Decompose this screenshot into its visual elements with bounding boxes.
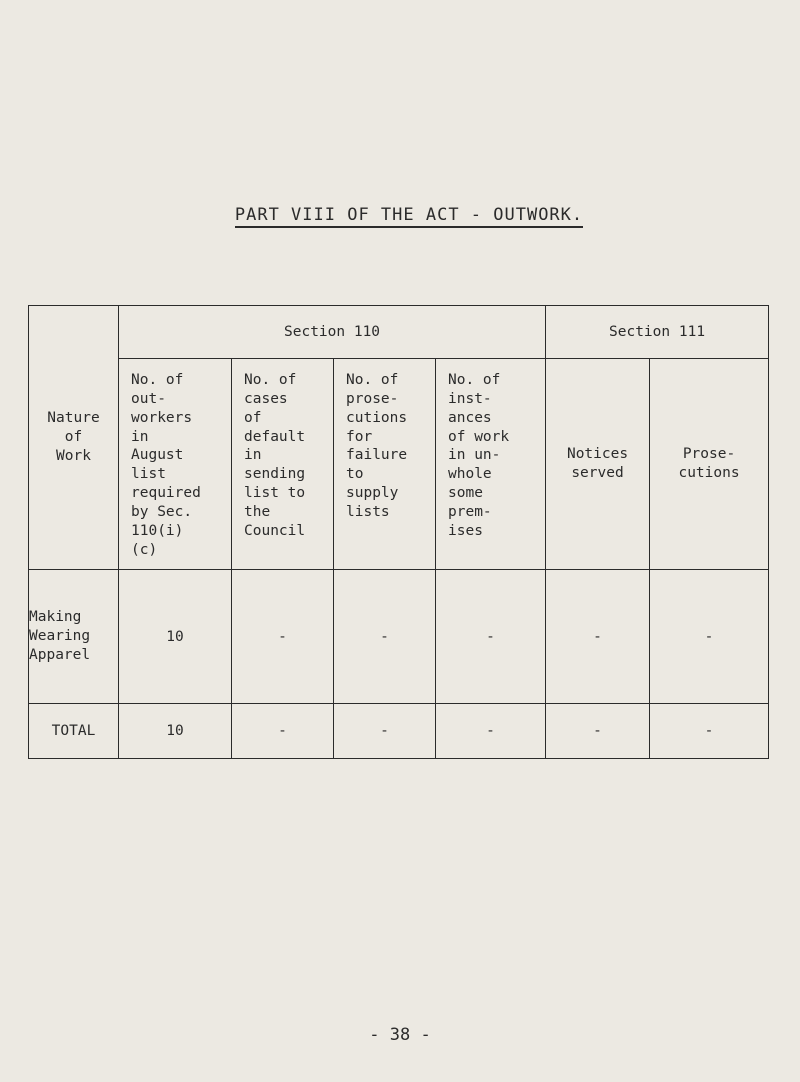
column-header-prosecutions-lists [334,359,436,570]
section-111-header: Section 111 [546,306,769,359]
section-header-row [29,306,769,359]
total-row [29,704,769,759]
total-cell: - [650,704,769,759]
table-row [29,570,769,704]
outwork-table [28,305,769,759]
row-cell: - [334,570,436,704]
page-number: - 38 - [369,1025,431,1045]
page-title [0,205,800,225]
row-cell: - [232,570,334,704]
total-cell: 10 [119,704,232,759]
page-title-text: PART VIII OF THE ACT - OUTWORK. [235,205,583,228]
column-header-notices-served [546,359,650,570]
column-header-text: Prose- cutions [678,446,740,481]
total-cell: - [232,704,334,759]
row-cell: - [650,570,769,704]
column-header-text: No. of out- workers in August list required by Sec. 110(i) (c) [131,372,201,558]
column-header-text: Notices served [566,446,629,481]
column-header-row [29,359,769,570]
total-cell: - [546,704,650,759]
column-header-text: No. of cases of default in sending list to the Council [244,372,306,539]
column-header-prosecutions [650,359,769,570]
column-header-outworkers [119,359,232,570]
section-110-header: Section 110 [119,306,546,359]
nature-of-work-header: Nature of Work [29,306,119,570]
total-cell: - [334,704,436,759]
column-header-default-cases [232,359,334,570]
column-header-unwholesome-premises [436,359,546,570]
row-cell: - [546,570,650,704]
row-cell: - [436,570,546,704]
total-cell: - [436,704,546,759]
row-nature-of-work: Making Wearing Apparel [29,570,119,704]
row-cell: 10 [119,570,232,704]
total-label: TOTAL [29,704,119,759]
column-header-text: No. of inst- ances of work in un- whole some prem- ises [448,372,510,539]
column-header-text: No. of prose- cutions for failure to supply lists [346,372,408,520]
